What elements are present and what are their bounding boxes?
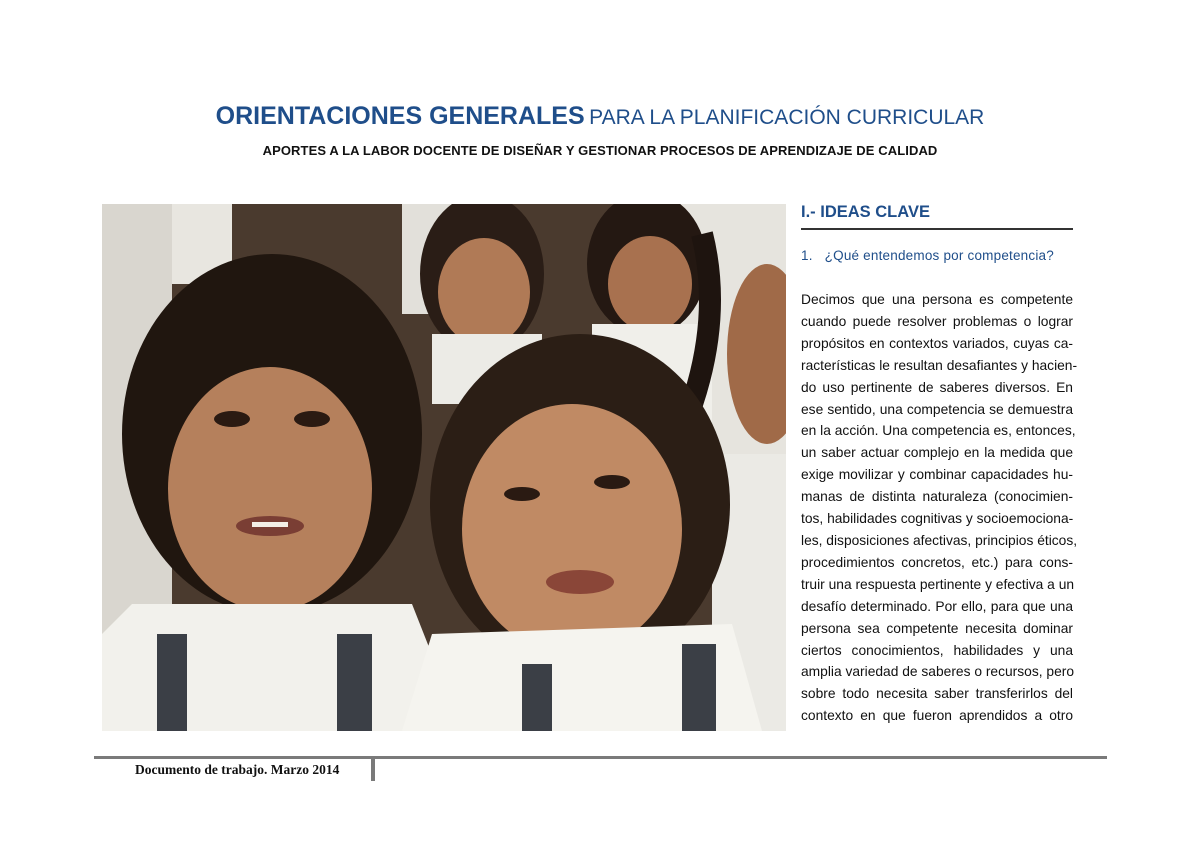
paragraph-line: Decimos que una persona es competente (801, 292, 1073, 307)
paragraph-line: do uso pertinente de saberes diversos. En (801, 379, 1073, 395)
footer-divider (94, 756, 1107, 759)
page-title (0, 102, 1200, 131)
paragraph-line: truir una respuesta pertinente y efectiva a un (801, 576, 1075, 592)
paragraph-line: manas de distinta naturaleza (conocimien- (801, 489, 1073, 505)
paragraph-line: desafío determinado. Por ello, para que una (801, 598, 1073, 614)
footer-vertical-bar (371, 759, 375, 781)
paragraph-line: exige movilizar y combinar capacidades hu- (801, 467, 1073, 483)
paragraph-line: racterísticas le resultan desafiantes y hacien- (801, 357, 1078, 373)
subheading-number: 1. (801, 248, 813, 263)
paragraph-line: un saber actuar complejo en la medida que (801, 445, 1073, 461)
photo-of-schoolchildren-icon (102, 204, 786, 731)
paragraph-line: persona sea competente necesita dominar (801, 620, 1073, 636)
schoolchildren-photo (102, 204, 786, 731)
section-heading: I.- IDEAS CLAVE (801, 202, 1073, 230)
paragraph-line: propósitos en contextos variados, cuyas ca- (801, 335, 1073, 351)
title-rest: PARA LA PLANIFICACIÓN CURRICULAR (589, 106, 985, 129)
paragraph-line: procedimientos concretos, etc.) para cons- (801, 554, 1073, 570)
paragraph-line: en la acción. Una competencia es, entonces, (801, 423, 1076, 439)
body-paragraph (801, 289, 1078, 727)
subheading-text: ¿Qué entendemos por competencia? (824, 248, 1054, 263)
paragraph-line: cuando puede resolver problemas o lograr (801, 313, 1073, 329)
paragraph-line: ciertos conocimientos, habilidades y una (801, 642, 1073, 658)
paragraph-line: ese sentido, una competencia se demuestra (801, 401, 1073, 417)
section-subheading (801, 248, 1091, 263)
title-bold: ORIENTACIONES GENERALES (215, 102, 585, 130)
paragraph-line: amplia variedad de saberes o recursos, pero (801, 664, 1075, 680)
paragraph-line: les, disposiciones afectivas, principios éticos, (801, 532, 1078, 548)
paragraph-line: tos, habilidades cognitivas y socioemociona- (801, 511, 1074, 527)
footer-text: Documento de trabajo. Marzo 2014 (135, 762, 340, 777)
page-subtitle: APORTES A LA LABOR DOCENTE DE DISEÑAR Y GESTIONAR PROCESOS DE APRENDIZAJE DE CALIDAD (262, 143, 938, 158)
paragraph-line: contexto en que fueron aprendidos a otro (801, 708, 1073, 724)
paragraph-line: sobre todo necesita saber transferirlos del (801, 686, 1073, 702)
